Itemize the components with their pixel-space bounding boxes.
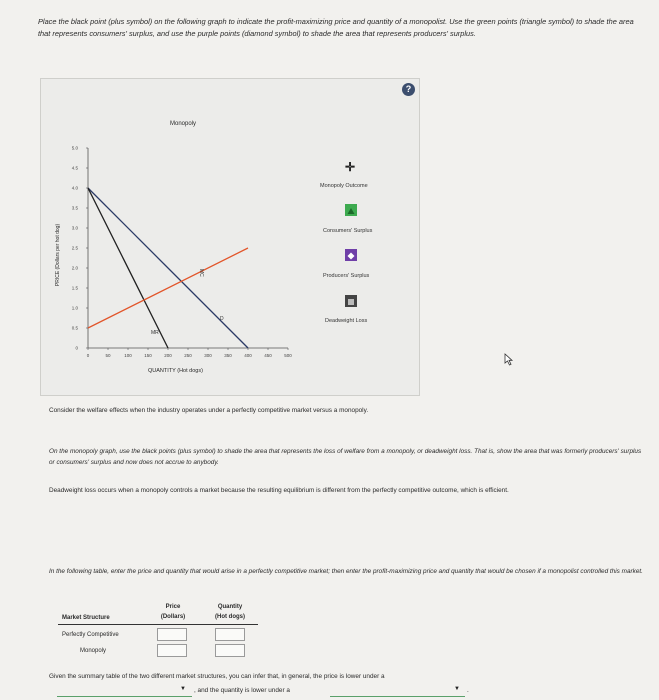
- dwl-instruction-text: On the monopoly graph, use the black points (plus symbol) to shade the area that represents the loss of welfare from a monopoly, or deadweight loss. That is, show the area that was formerly producers' surplus or consumers' surplus and now does not accrue to anybody.: [49, 448, 642, 466]
- quantity-header-line1: Quantity: [217, 604, 243, 610]
- y-tick-label: 0.5: [71, 325, 78, 331]
- x-tick-label: 400: [244, 353, 252, 358]
- x-tick-label: 500: [284, 353, 292, 358]
- y-tick-label: 3.5: [71, 205, 78, 211]
- instructions-text: Place the black point (plus symbol) on the following graph to indicate the profit-maximizing price and quantity of a monopolist. Use the green points (triangle symbol) to shade the area that represents consumers' surplus, and use the purple points (diamond symbol) to shade the area that represents producers' surplus.: [38, 17, 634, 38]
- legend-consumers-surplus: Consumers' Surplus: [323, 228, 373, 234]
- legend-deadweight-loss: Deadweight Loss: [325, 318, 368, 324]
- diamond-tool-icon[interactable]: [345, 249, 357, 261]
- chart-line-labels: [151, 269, 224, 336]
- y-tick-label: 4.0: [71, 185, 78, 191]
- x-tick-label: 150: [144, 353, 152, 358]
- competitive-price-input[interactable]: [157, 628, 187, 641]
- d-label: D: [220, 316, 224, 322]
- triangle-tool-icon[interactable]: [345, 204, 357, 216]
- x-axis-label: QUANTITY (Hot dogs): [148, 368, 203, 374]
- y-axis-label: PRICE (Dollars per hot dog): [55, 223, 61, 287]
- x-tick-label: 200: [164, 353, 172, 358]
- y-tick-label: 5.0: [71, 145, 78, 151]
- dwl-explanation-text: Deadweight loss occurs when a monopoly controls a market because the resulting equilibrium is different from the perfectly competitive outcome, which is efficient.: [49, 487, 509, 494]
- series-line-d: [88, 188, 248, 348]
- x-tick-label: 250: [184, 353, 192, 358]
- price-header: [155, 602, 191, 622]
- series-line-mc: [88, 248, 248, 328]
- welfare-intro-text: Consider the welfare effects when the industry operates under a perfectly competitive market versus a monopoly.: [49, 407, 369, 414]
- summary-prefix-text: Given the summary table of the two different market structures, you can infer that, in general, the price is lower under a: [49, 673, 385, 680]
- y-tick-label: 3.0: [71, 225, 78, 231]
- chevron-down-icon-2[interactable]: ▼: [454, 686, 460, 692]
- help-icon[interactable]: ?: [402, 83, 415, 96]
- row-label-competitive: Perfectly Competitive: [62, 632, 119, 638]
- y-tick-label: 4.5: [71, 165, 78, 171]
- legend-producers-surplus: Producers' Surplus: [323, 273, 370, 279]
- legend-monopoly-outcome: Monopoly Outcome: [320, 183, 368, 189]
- row-label-monopoly: Monopoly: [80, 648, 107, 654]
- x-tick-label: 300: [204, 353, 212, 358]
- price-header-line2: (Dollars): [160, 614, 186, 620]
- market-structure-header: Market Structure: [62, 615, 110, 621]
- series-line-mr: [88, 188, 168, 348]
- square-tool-icon[interactable]: [345, 295, 357, 307]
- mc-label: MC: [198, 269, 204, 277]
- chevron-down-icon[interactable]: ▼: [180, 686, 186, 692]
- x-tick-label: 50: [105, 353, 111, 358]
- quantity-header: [205, 602, 255, 622]
- cursor-icon: [505, 354, 512, 365]
- competitive-quantity-input[interactable]: [215, 628, 245, 641]
- table-instruction-text: In the following table, enter the price and quantity that would arise in a perfectly competitive market; then enter the profit-maximizing price and quantity that would be chosen if a monopolist controlled this market.: [49, 568, 643, 575]
- y-tick-label: 1.5: [71, 285, 78, 291]
- x-tick-label: 450: [264, 353, 272, 358]
- summary-mid-text: , and the quantity is lower under a: [194, 687, 290, 694]
- price-structure-dropdown[interactable]: [57, 695, 192, 697]
- price-header-line1: Price: [165, 604, 181, 610]
- x-tick-label: 0: [86, 353, 90, 358]
- table-header-rule: [58, 624, 258, 625]
- y-tick-label: 1.0: [71, 305, 78, 311]
- quantity-header-line2: (Hot dogs): [215, 614, 245, 620]
- y-tick-label: 0: [75, 345, 78, 351]
- chart-lines: [88, 188, 248, 348]
- x-tick-label: 350: [224, 353, 232, 358]
- mr-label: MR: [151, 330, 159, 336]
- chart-ticks: [72, 146, 293, 359]
- monopoly-quantity-input[interactable]: [215, 644, 245, 657]
- monopoly-price-input[interactable]: [157, 644, 187, 657]
- y-tick-label: 2.0: [71, 265, 78, 271]
- plus-tool-icon[interactable]: ✛: [345, 160, 356, 174]
- quantity-structure-dropdown[interactable]: [330, 695, 465, 697]
- chart-title: Monopoly: [170, 121, 197, 127]
- summary-end-text: .: [467, 687, 469, 694]
- x-tick-label: 100: [124, 353, 132, 358]
- y-tick-label: 2.5: [71, 245, 78, 251]
